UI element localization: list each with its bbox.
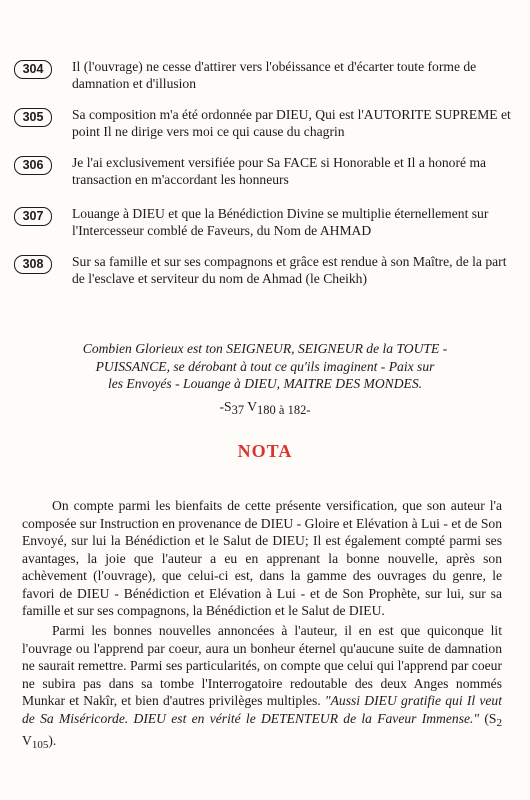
para2-ref-v-num: 105: [31, 739, 49, 751]
para2-ref-v: V: [22, 733, 32, 748]
verse-number: 306: [14, 156, 52, 175]
verse-text: Sa composition m'a été ordonnée par DIEU, Qui est l'AUTORITE SUPREME et point Il ne dirige vers moi ce qui cause du chagrin: [72, 107, 511, 139]
verse-text: Sur sa famille et sur ses compagnons et grâce est rendue à son Maître, de la part de l'esclave et serviteur du nom de Ahmad (le Cheikh): [72, 254, 507, 286]
quote-line: Combien Glorieux est ton SEIGNEUR, SEIGNEUR de la TOUTE -: [82, 341, 448, 356]
nota-paragraph-2: [22, 622, 502, 755]
quote-reference: [0, 399, 530, 418]
ref-s-num: 37: [231, 403, 245, 417]
verse-text: Louange à DIEU et que la Bénédiction Divine se multiplie éternellement sur l'Intercesseur comblé de Faveurs, du Nom de AHMAD: [72, 206, 489, 238]
nota-heading: NOTA: [237, 441, 293, 461]
para2-text: Parmi les bonnes nouvelles annoncées à l'auteur, il en est que quiconque lit l'ouvrage ou l'apprend par coeur, aura un bonheur éternel qu'aucune suite de damnation ne saurait remettre. Parmi ses particularités, on compte que celui qui l'apprend par coeur ne subira pas dans sa tombe l'Interrogatoire redoutable des deux Anges nommés Munkar et Nakîr, et bien d'autres privilèges multiples.: [22, 623, 502, 708]
ref-v: V: [244, 399, 258, 414]
verse-text: Je l'ai exclusivement versifiée pour Sa FACE si Honorable et Il a honoré ma transaction en m'accordant les honneurs: [72, 155, 487, 187]
verse-number: 308: [14, 255, 52, 274]
quote-line: les Envoyés - Louange à DIEU, MAITRE DES MONDES.: [107, 376, 423, 391]
ref-v-num: 180 à 182-: [257, 403, 311, 417]
quote-line: PUISSANCE, se dérobant à tout ce qu'ils imaginent - Paix sur: [95, 358, 435, 374]
nota-paragraph-1: On compte parmi les bienfaits de cette présente versification, que son auteur l'a composée sur Instruction en provenance de DIEU - Gloire et Elévation à Lui - et de Son Envoyé, sur lui la Bénédiction et le Salut de DIEU; Il est également compté parmi ses avantages, la joie que l'auteur a eu en apprenant la bonne nouvelle, après son achèvement (l'ouvrage), que celui-ci est, dans la gamme des ouvrages du genre, le favori de DIEU - Bénédiction et Elévation à Lui - et de Son Prophète, sur lui, sur sa famille et sur ses compagnons, la Bénédiction et le Salut de DIEU.: [22, 498, 502, 618]
verse-number: 304: [14, 60, 52, 79]
para2-ref-open: (S: [479, 710, 497, 726]
verse-number: 307: [14, 207, 52, 226]
para2-ref-close: ).: [48, 733, 57, 748]
para2-ref-s: 2: [496, 716, 502, 729]
closing-quote: [0, 340, 530, 393]
verse-number: 305: [14, 108, 52, 127]
ref-s: -S: [219, 399, 232, 414]
verse-text: Il (l'ouvrage) ne cesse d'attirer vers l'obéissance et d'écarter toute forme de damnation et d'illusion: [72, 59, 477, 91]
para2-citation: "Aussi DIEU gratifie qui Il veut de Sa Miséricorde. DIEU est en vérité le DETENTEUR de la Faveur Immense.": [22, 693, 502, 726]
